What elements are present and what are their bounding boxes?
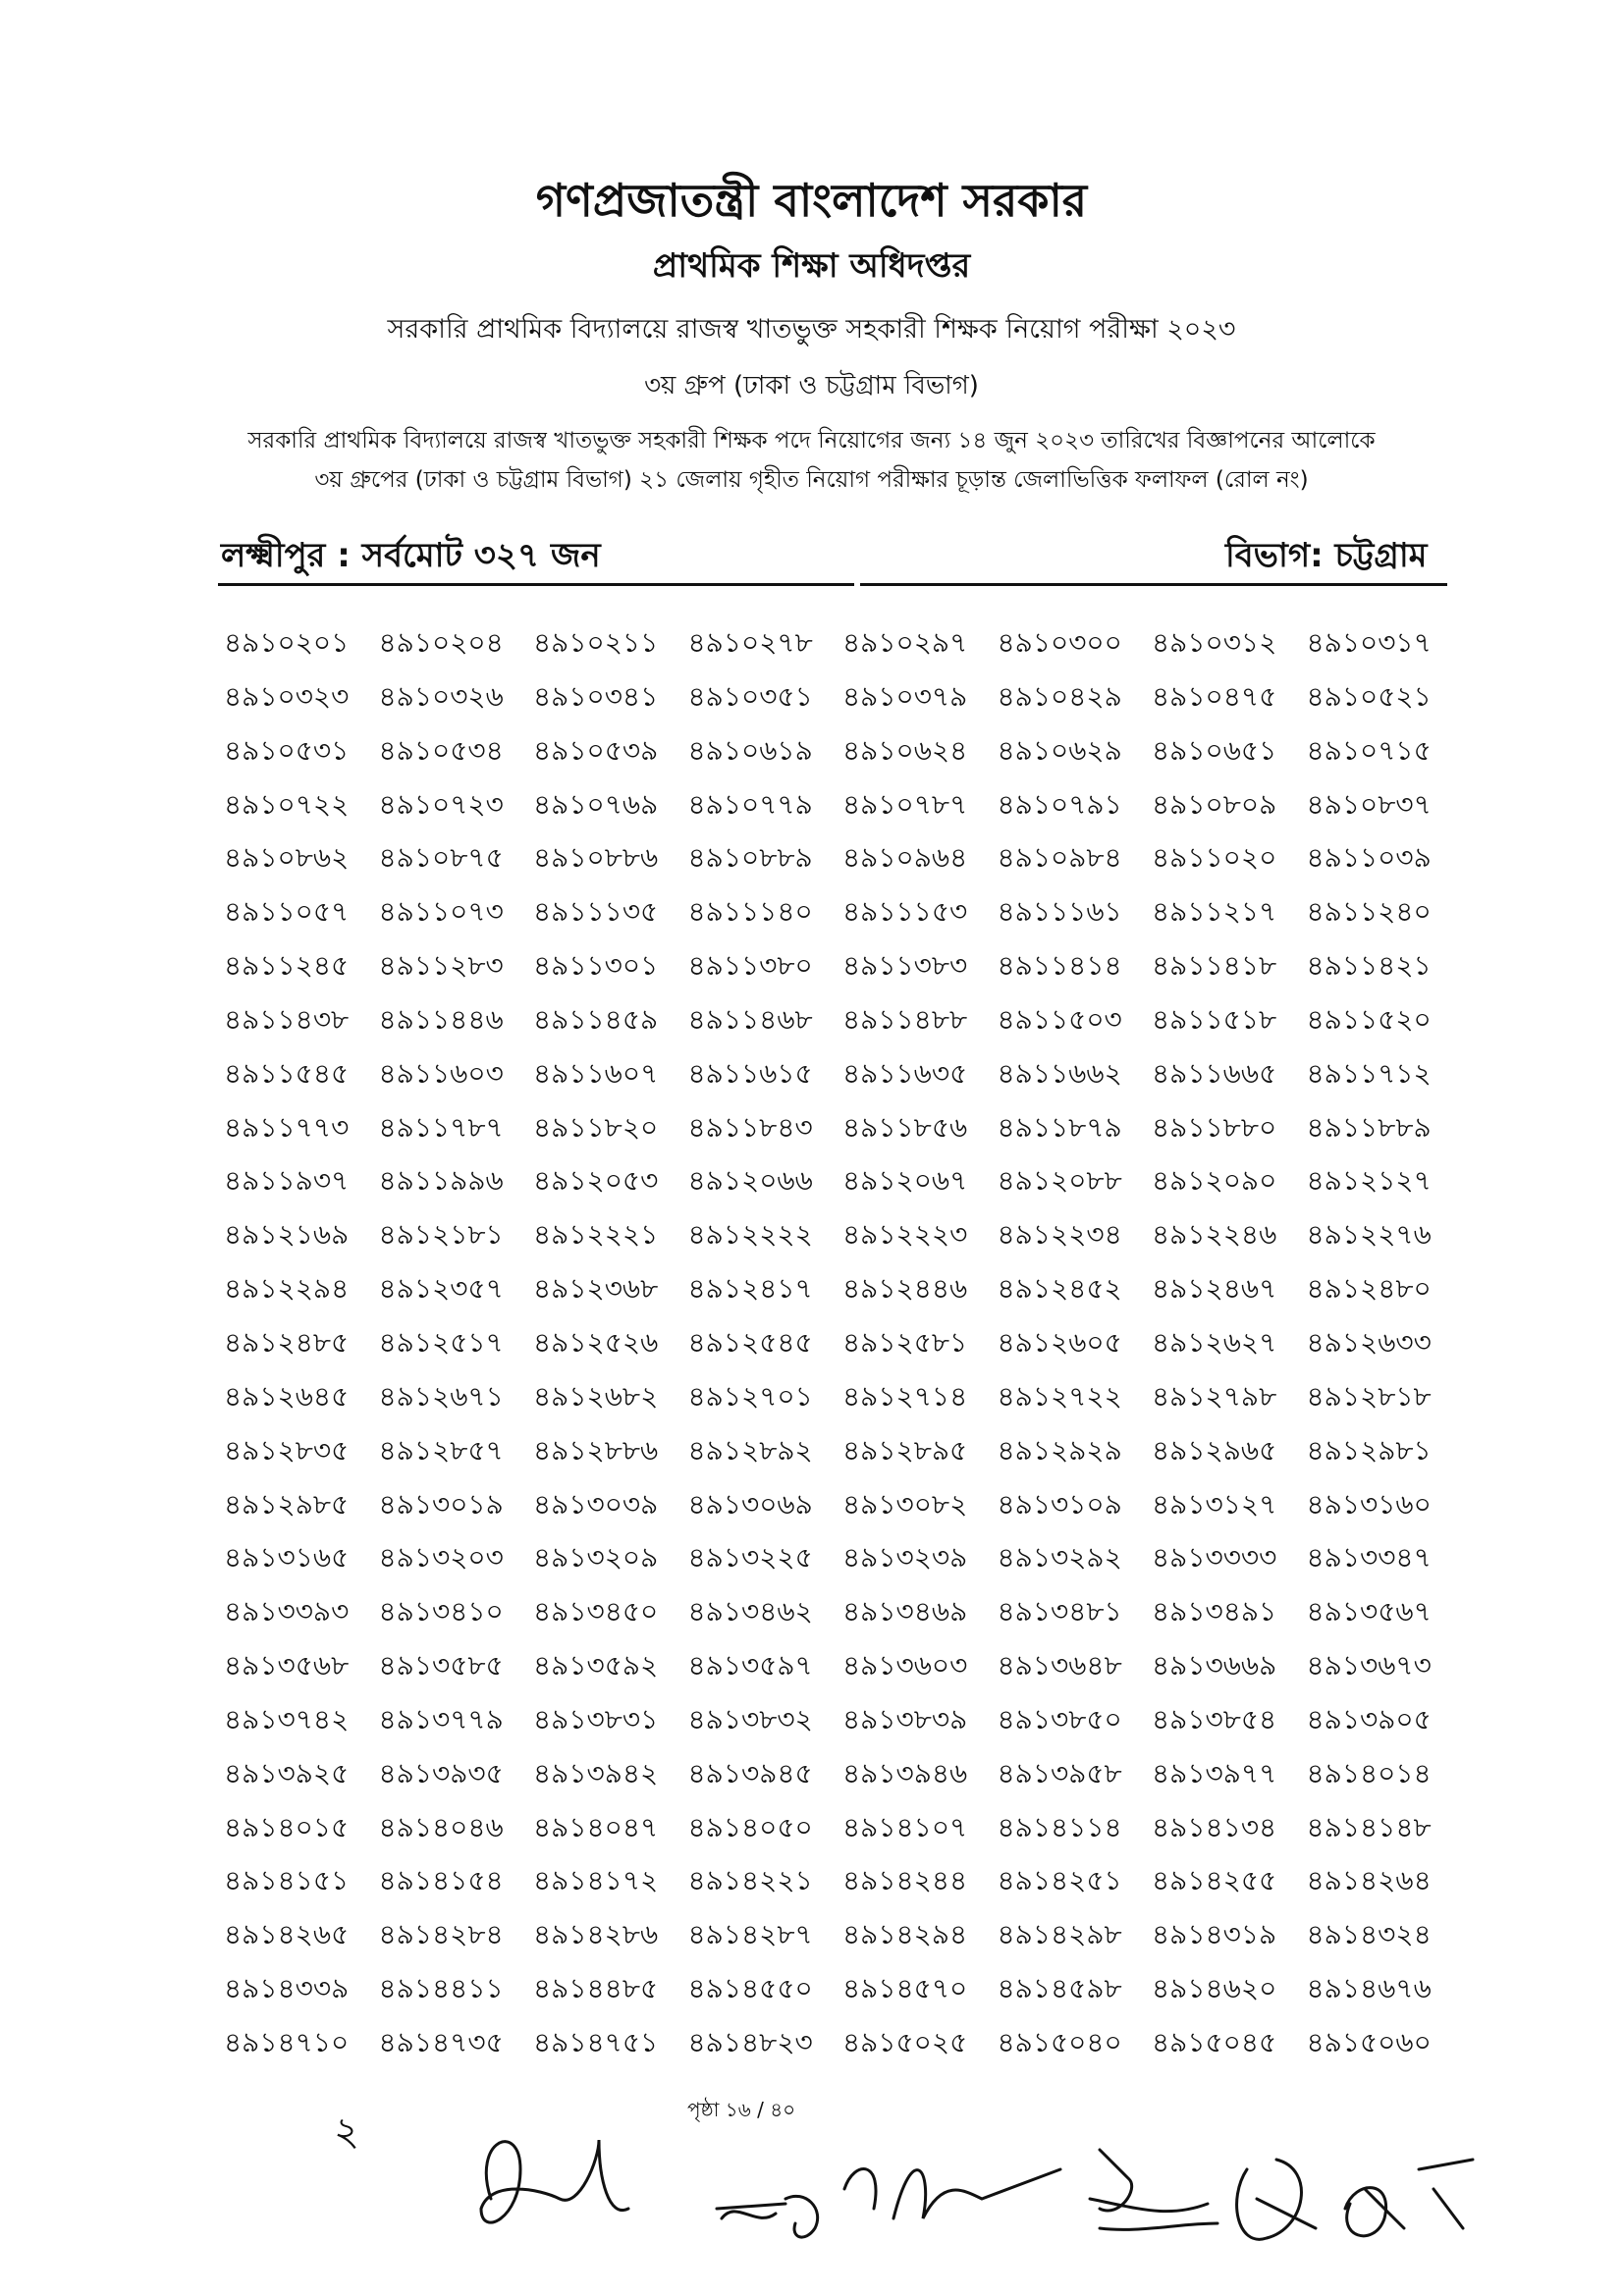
roll-number: ৪৯১১৬১৫ [687, 1056, 813, 1090]
roll-number: ৪৯১০২০৪ [378, 626, 504, 659]
exam-title: সরকারি প্রাথমিক বিদ্যালয়ে রাজস্ব খাতভুক্ত সহকারী শিক্ষক নিয়োগ পরীক্ষা ২০২৩ [387, 314, 1236, 345]
roll-number: ৪৯১২৪৮০ [1306, 1272, 1432, 1306]
page-initial-mark: ২ [334, 2109, 360, 2155]
roll-number: ৪৯১৫০৬০ [1306, 2025, 1432, 2058]
roll-number: ৪৯১০৫৩৯ [533, 733, 659, 767]
roll-number: ৪৯১০৮৭৫ [378, 841, 504, 875]
roll-number: ৪৯১০৯৮৪ [997, 841, 1122, 875]
roll-number: ৪৯১২১২৭ [1306, 1164, 1432, 1198]
roll-number: ৪৯১২২৪৬ [1152, 1218, 1277, 1252]
roll-number: ৪৯১০৬৫১ [1152, 733, 1277, 767]
roll-row [224, 1370, 1461, 1424]
roll-number: ৪৯১৩৯৫৮ [997, 1756, 1122, 1789]
roll-number: ৪৯১০২৭৮ [687, 626, 813, 659]
roll-number: ৪৯১৪১৭২ [533, 1864, 659, 1897]
roll-number: ৪৯১১৪১৮ [1152, 949, 1277, 983]
roll-row [224, 1262, 1461, 1316]
roll-number: ৪৯১২৭৯৮ [1152, 1379, 1277, 1413]
roll-number: ৪৯১১০৭৩ [378, 895, 504, 929]
roll-number: ৪৯১১২৮৩ [378, 949, 504, 983]
roll-number: ৪৯১০৪২৯ [997, 679, 1122, 713]
roll-number: ৪৯১১৫০৩ [997, 1002, 1122, 1036]
roll-number: ৪৯১৩০৩৯ [533, 1487, 659, 1521]
roll-number: ৪৯১০২৯৭ [842, 626, 968, 659]
roll-number: ৪৯১৪৭৩৫ [378, 2025, 504, 2058]
roll-number: ৪৯১২৫৪৫ [687, 1325, 813, 1359]
roll-row [224, 1047, 1461, 1101]
roll-number: ৪৯১৪৪১১ [378, 1972, 504, 2005]
roll-number: ৪৯১১০৫৭ [224, 895, 350, 929]
roll-number: ৪৯১২২৩৪ [997, 1218, 1122, 1252]
roll-number: ৪৯১১৫৪৫ [224, 1056, 350, 1090]
roll-number-grid [224, 616, 1461, 2070]
roll-number: ৪৯১০৩২৬ [378, 679, 504, 713]
roll-row [224, 778, 1461, 832]
roll-number: ৪৯১০৮৩৭ [1306, 787, 1432, 821]
roll-number: ৪৯১৩৯২৫ [224, 1756, 350, 1789]
roll-number: ৪৯১২৫১৭ [378, 1325, 504, 1359]
roll-number: ৪৯১১৮২০ [533, 1110, 659, 1144]
roll-number: ৪৯১৪২৫৫ [1152, 1864, 1277, 1897]
division-label: বিভাগ: চট্টগ্রাম [1225, 536, 1428, 575]
roll-number: ৪৯১০৫২১ [1306, 679, 1432, 713]
roll-number: ৪৯১৩৮৩২ [687, 1702, 813, 1735]
district-total: লক্ষ্মীপুর : সর্বমোট ৩২৭ জন [221, 536, 601, 575]
roll-number: ৪৯১৪৫৭০ [842, 1972, 968, 2005]
roll-number: ৪৯১৩৯৩৫ [378, 1756, 504, 1789]
roll-number: ৪৯১১০৩৯ [1306, 841, 1432, 875]
roll-number: ৪৯১০৭১৫ [1306, 733, 1432, 767]
roll-row [224, 1424, 1461, 1478]
roll-number: ৪৯১৩৩৪৭ [1306, 1541, 1432, 1575]
roll-number: ৪৯১৩২০৯ [533, 1541, 659, 1575]
roll-number: ৪৯১২৮৫৭ [378, 1433, 504, 1467]
roll-number: ৪৯১২৮১৮ [1306, 1379, 1432, 1413]
roll-number: ৪৯১৪১৩৪ [1152, 1810, 1277, 1843]
roll-number: ৪৯১১২৪০ [1306, 895, 1432, 929]
roll-number: ৪৯১৩৪৫০ [533, 1595, 659, 1629]
roll-number: ৪৯১৩৫৬৮ [224, 1649, 350, 1682]
signatures-image [452, 2081, 1522, 2277]
roll-number: ৪৯১৩৯৭৭ [1152, 1756, 1277, 1789]
roll-number: ৪৯১০৭৭৯ [687, 787, 813, 821]
roll-number: ৪৯১৪২৮৬ [533, 1918, 659, 1951]
roll-number: ৪৯১১৬৩৫ [842, 1056, 968, 1090]
roll-number: ৪৯১৪৩২৪ [1306, 1918, 1432, 1951]
roll-number: ৪৯১২০৮৮ [997, 1164, 1122, 1198]
roll-number: ৪৯১৩৬০৩ [842, 1649, 968, 1682]
roll-number: ৪৯১৪০১৫ [224, 1810, 350, 1843]
roll-row [224, 1854, 1461, 1908]
roll-number: ৪৯১১১৬১ [997, 895, 1122, 929]
roll-row [224, 1478, 1461, 1532]
roll-number: ৪৯১৩৫৬৭ [1306, 1595, 1432, 1629]
roll-number: ৪৯১২০৬৬ [687, 1164, 813, 1198]
roll-number: ৪৯১৪৭৫১ [533, 2025, 659, 2058]
roll-number: ৪৯১০৩৭৯ [842, 679, 968, 713]
roll-number: ৪৯১৫০৪৫ [1152, 2025, 1277, 2058]
roll-number: ৪৯১২৪৬৭ [1152, 1272, 1277, 1306]
roll-number: ৪৯১৩৫৮৫ [378, 1649, 504, 1682]
roll-number: ৪৯১৩৬৬৯ [1152, 1649, 1277, 1682]
roll-number: ৪৯১০৭২২ [224, 787, 350, 821]
roll-number: ৪৯১২৮৯২ [687, 1433, 813, 1467]
roll-number: ৪৯১৪২৮৭ [687, 1918, 813, 1951]
roll-number: ৪৯১২২৭৬ [1306, 1218, 1432, 1252]
roll-number: ৪৯১১২১৭ [1152, 895, 1277, 929]
roll-number: ৪৯১২৯২৯ [997, 1433, 1122, 1467]
roll-number: ৪৯১৩২২৫ [687, 1541, 813, 1575]
roll-number: ৪৯১৩৬৪৮ [997, 1649, 1122, 1682]
roll-number: ৪৯১৪০৫০ [687, 1810, 813, 1843]
roll-number: ৪৯১০৫৩৪ [378, 733, 504, 767]
roll-number: ৪৯১৩৬৭৩ [1306, 1649, 1432, 1682]
roll-number: ৪৯১৩৯৪৬ [842, 1756, 968, 1789]
roll-number: ৪৯১২৭২২ [997, 1379, 1122, 1413]
roll-row [224, 1316, 1461, 1370]
underline-right [860, 583, 1447, 586]
roll-row [224, 1747, 1461, 1801]
roll-number: ৪৯১১০২০ [1152, 841, 1277, 875]
roll-number: ৪৯১২৮৯৫ [842, 1433, 968, 1467]
roll-number: ৪৯১২৫৮১ [842, 1325, 968, 1359]
roll-number: ৪৯১৪২৯৪ [842, 1918, 968, 1951]
roll-number: ৪৯১৩৮৩৯ [842, 1702, 968, 1735]
roll-number: ৪৯১০৯৬৪ [842, 841, 968, 875]
roll-number: ৪৯১১৫২০ [1306, 1002, 1432, 1036]
roll-number: ৪৯১১৮৫৬ [842, 1110, 968, 1144]
roll-number: ৪৯১১৪১৪ [997, 949, 1122, 983]
roll-number: ৪৯১৪৩৩৯ [224, 1972, 350, 2005]
roll-number: ৪৯১৪৭১০ [224, 2025, 350, 2058]
roll-row [224, 2016, 1461, 2070]
roll-number: ৪৯১২৯৮৫ [224, 1487, 350, 1521]
roll-number: ৪৯১০২০১ [224, 626, 350, 659]
roll-number: ৪৯১৩২৩৯ [842, 1541, 968, 1575]
roll-number: ৪৯১০৭৬৯ [533, 787, 659, 821]
roll-number: ৪৯১১৭১২ [1306, 1056, 1432, 1090]
roll-number: ৪৯১০৩১৭ [1306, 626, 1432, 659]
roll-number: ৪৯১৪১৫৪ [378, 1864, 504, 1897]
directorate-title: প্রাথমিক শিক্ষা অধিদপ্তর [652, 246, 971, 286]
roll-number: ৪৯১২৫২৬ [533, 1325, 659, 1359]
roll-number: ৪৯১১৬৬২ [997, 1056, 1122, 1090]
roll-number: ৪৯১১১৩৫ [533, 895, 659, 929]
roll-number: ৪৯১৩৩৩৩ [1152, 1541, 1277, 1575]
roll-row [224, 1154, 1461, 1208]
page-number: পৃষ্ঠা ১৬ / ৪০ [687, 2098, 796, 2121]
roll-number: ৪৯১৪৮২৩ [687, 2025, 813, 2058]
roll-number: ৪৯১২৬০৫ [997, 1325, 1122, 1359]
roll-number: ৪৯১৩০১৯ [378, 1487, 504, 1521]
roll-row [224, 993, 1461, 1047]
roll-number: ৪৯১১২৪৫ [224, 949, 350, 983]
roll-number: ৪৯১৩৯০৫ [1306, 1702, 1432, 1735]
government-title: গণপ্রজাতন্ত্রী বাংলাদেশ সরকার [535, 174, 1088, 227]
underline-left [218, 583, 854, 586]
roll-number: ৪৯১৩৪৬৯ [842, 1595, 968, 1629]
roll-row [224, 1208, 1461, 1262]
roll-number: ৪৯১৪১৫১ [224, 1864, 350, 1897]
roll-number: ৪৯১০৭৯১ [997, 787, 1122, 821]
roll-number: ৪৯১২২২৩ [842, 1218, 968, 1252]
roll-number: ৪৯১২৮৩৫ [224, 1433, 350, 1467]
roll-number: ৪৯১৪২২১ [687, 1864, 813, 1897]
roll-number: ৪৯১২৪১৭ [687, 1272, 813, 1306]
roll-number: ৪৯১১৩৮৩ [842, 949, 968, 983]
roll-number: ৪৯১১৭৭৩ [224, 1110, 350, 1144]
roll-number: ৪৯১২৮৮৬ [533, 1433, 659, 1467]
roll-number: ৪৯১৩৩৯৩ [224, 1595, 350, 1629]
roll-number: ৪৯১৪২৬৫ [224, 1918, 350, 1951]
roll-number: ৪৯১৩১৬৫ [224, 1541, 350, 1575]
roll-number: ৪৯১৪১০৭ [842, 1810, 968, 1843]
roll-number: ৪৯১২০৫৩ [533, 1164, 659, 1198]
roll-number: ৪৯১৩২৯২ [997, 1541, 1122, 1575]
roll-number: ৪৯১২৩৫৭ [378, 1272, 504, 1306]
roll-row [224, 885, 1461, 939]
roll-number: ৪৯১২৬৮২ [533, 1379, 659, 1413]
roll-number: ৪৯১৩৪৯১ [1152, 1595, 1277, 1629]
roll-number: ৪৯১৪২৮৪ [378, 1918, 504, 1951]
roll-number: ৪৯১৪০৪৭ [533, 1810, 659, 1843]
roll-number: ৪৯১৩৮৩১ [533, 1702, 659, 1735]
roll-number: ৪৯১০৮৮৬ [533, 841, 659, 875]
roll-number: ৪৯১৪৬৭৬ [1306, 1972, 1432, 2005]
roll-number: ৪৯১২৬৩৩ [1306, 1325, 1432, 1359]
roll-number: ৪৯১৩২০৩ [378, 1541, 504, 1575]
roll-number: ৪৯১৫০৪০ [997, 2025, 1122, 2058]
roll-number: ৪৯১০৬১৯ [687, 733, 813, 767]
roll-number: ৪৯১১৮৭৯ [997, 1110, 1122, 1144]
roll-number: ৪৯১১৮৮০ [1152, 1110, 1277, 1144]
roll-number: ৪৯১২৬৪৫ [224, 1379, 350, 1413]
roll-row [224, 1531, 1461, 1585]
roll-number: ৪৯১১১৪০ [687, 895, 813, 929]
roll-number: ৪৯১০৭৮৭ [842, 787, 968, 821]
roll-number: ৪৯১২৬২৭ [1152, 1325, 1277, 1359]
roll-number: ৪৯১৩৯৪৫ [687, 1756, 813, 1789]
roll-number: ৪৯১০৮৮৯ [687, 841, 813, 875]
roll-number: ৪৯১৪৫৫০ [687, 1972, 813, 2005]
roll-row [224, 670, 1461, 724]
roll-number: ৪৯১০৩১২ [1152, 626, 1277, 659]
roll-row [224, 831, 1461, 885]
roll-number: ৪৯১৩৫৯২ [533, 1649, 659, 1682]
roll-row [224, 1801, 1461, 1855]
roll-number: ৪৯১২১৬৯ [224, 1218, 350, 1252]
roll-number: ৪৯১৩০৮২ [842, 1487, 968, 1521]
roll-row [224, 1962, 1461, 2016]
roll-number: ৪৯১৩৪৬২ [687, 1595, 813, 1629]
roll-number: ৪৯১২৪৪৬ [842, 1272, 968, 1306]
roll-row [224, 1908, 1461, 1962]
roll-row [224, 1101, 1461, 1155]
roll-number: ৪৯১২৯৮১ [1306, 1433, 1432, 1467]
notice-line-1: সরকারি প্রাথমিক বিদ্যালয়ে রাজস্ব খাতভুক্ত সহকারী শিক্ষক পদে নিয়োগের জন্য ১৪ জুন ২০২৩ তারিখের বিজ্ঞাপনের আলোকে [247, 428, 1376, 454]
roll-number: ৪৯১৪৩১৯ [1152, 1918, 1277, 1951]
roll-number: ৪৯১৪২৪৪ [842, 1864, 968, 1897]
roll-number: ৪৯১০৩২৩ [224, 679, 350, 713]
notice-line-2: ৩য় গ্রুপের (ঢাকা ও চট্টগ্রাম বিভাগ) ২১ জেলায় গৃহীত নিয়োগ পরীক্ষার চূড়ান্ত জেলাভিত্তিক ফলাফল (রোল নং) [314, 467, 1309, 493]
roll-number: ৪৯১০৬২৪ [842, 733, 968, 767]
roll-number: ৪৯১৩৪৮১ [997, 1595, 1122, 1629]
roll-number: ৪৯১৩৮৫০ [997, 1702, 1122, 1735]
roll-number: ৪৯১৪২৫১ [997, 1864, 1122, 1897]
roll-number: ৪৯১৪০৪৬ [378, 1810, 504, 1843]
roll-number: ৪৯১০২১১ [533, 626, 659, 659]
roll-number: ৪৯১৪২৬৪ [1306, 1864, 1432, 1897]
roll-number: ৪৯১৩৯৪২ [533, 1756, 659, 1789]
roll-number: ৪৯১২৪৫২ [997, 1272, 1122, 1306]
roll-number: ৪৯১৩৪১০ [378, 1595, 504, 1629]
roll-number: ৪৯১০৪৭৫ [1152, 679, 1277, 713]
roll-number: ৪৯১৩১৬০ [1306, 1487, 1432, 1521]
roll-number: ৪৯১১৬০৩ [378, 1056, 504, 1090]
roll-number: ৪৯১১৭৮৭ [378, 1110, 504, 1144]
roll-number: ৪৯১১১৫৩ [842, 895, 968, 929]
roll-number: ৪৯১২২৯৪ [224, 1272, 350, 1306]
roll-number: ৪৯১১৪৫৯ [533, 1002, 659, 1036]
roll-number: ৪৯১২৬৭১ [378, 1379, 504, 1413]
roll-number: ৪৯১০৮০৯ [1152, 787, 1277, 821]
roll-row [224, 1693, 1461, 1747]
roll-number: ৪৯১১৯৩৭ [224, 1164, 350, 1198]
roll-row [224, 939, 1461, 993]
roll-number: ৪৯১০৩৪১ [533, 679, 659, 713]
roll-number: ৪৯১১৬০৭ [533, 1056, 659, 1090]
roll-number: ৪৯১০৬২৯ [997, 733, 1122, 767]
group-title: ৩য় গ্রুপ (ঢাকা ও চট্টগ্রাম বিভাগ) [644, 371, 979, 400]
roll-number: ৪৯১০৩০০ [997, 626, 1122, 659]
roll-number: ৪৯১১৩০১ [533, 949, 659, 983]
roll-number: ৪৯১৪৫৯৮ [997, 1972, 1122, 2005]
roll-number: ৪৯১৪৬২০ [1152, 1972, 1277, 2005]
roll-number: ৪৯১৪১৪৮ [1306, 1810, 1432, 1843]
roll-row [224, 1639, 1461, 1693]
roll-number: ৪৯১৫০২৫ [842, 2025, 968, 2058]
roll-row [224, 616, 1461, 670]
roll-number: ৪৯১১৮৮৯ [1306, 1110, 1432, 1144]
roll-number: ৪৯১২০৯০ [1152, 1164, 1277, 1198]
roll-number: ৪৯১০৮৬২ [224, 841, 350, 875]
roll-number: ৪৯১১৩৮০ [687, 949, 813, 983]
roll-number: ৪৯১১৪২১ [1306, 949, 1432, 983]
roll-number: ৪৯১৩৮৫৪ [1152, 1702, 1277, 1735]
roll-number: ৪৯১২৪৮৫ [224, 1325, 350, 1359]
roll-number: ৪৯১২৯৬৫ [1152, 1433, 1277, 1467]
roll-number: ৪৯১২৭০১ [687, 1379, 813, 1413]
roll-number: ৪৯১০৭২৩ [378, 787, 504, 821]
roll-number: ৪৯১৩০৬৯ [687, 1487, 813, 1521]
roll-number: ৪৯১৪৪৮৫ [533, 1972, 659, 2005]
roll-number: ৪৯১২২২১ [533, 1218, 659, 1252]
roll-number: ৪৯১০৩৫১ [687, 679, 813, 713]
roll-number: ৪৯১১৪৬৮ [687, 1002, 813, 1036]
roll-number: ৪৯১৩৭৭৯ [378, 1702, 504, 1735]
roll-number: ৪৯১১৬৬৫ [1152, 1056, 1277, 1090]
roll-row [224, 1585, 1461, 1639]
roll-number: ৪৯১৩১২৭ [1152, 1487, 1277, 1521]
roll-number: ৪৯১২৭১৪ [842, 1379, 968, 1413]
roll-number: ৪৯১৩৭৪২ [224, 1702, 350, 1735]
roll-number: ৪৯১১৪৮৮ [842, 1002, 968, 1036]
roll-row [224, 724, 1461, 778]
roll-number: ৪৯১২২২২ [687, 1218, 813, 1252]
roll-number: ৪৯১১৯৯৬ [378, 1164, 504, 1198]
roll-number: ৪৯১২১৮১ [378, 1218, 504, 1252]
roll-number: ৪৯১১৪৪৬ [378, 1002, 504, 1036]
roll-number: ৪৯১৩১০৯ [997, 1487, 1122, 1521]
roll-number: ৪৯১১৪৩৮ [224, 1002, 350, 1036]
roll-number: ৪৯১০৫৩১ [224, 733, 350, 767]
roll-number: ৪৯১৪২৯৮ [997, 1918, 1122, 1951]
roll-number: ৪৯১২০৬৭ [842, 1164, 968, 1198]
roll-number: ৪৯১৪১১৪ [997, 1810, 1122, 1843]
roll-number: ৪৯১৪০১৪ [1306, 1756, 1432, 1789]
roll-number: ৪৯১১৮৪৩ [687, 1110, 813, 1144]
roll-number: ৪৯১৩৫৯৭ [687, 1649, 813, 1682]
roll-number: ৪৯১২৩৬৮ [533, 1272, 659, 1306]
roll-number: ৪৯১১৫১৮ [1152, 1002, 1277, 1036]
